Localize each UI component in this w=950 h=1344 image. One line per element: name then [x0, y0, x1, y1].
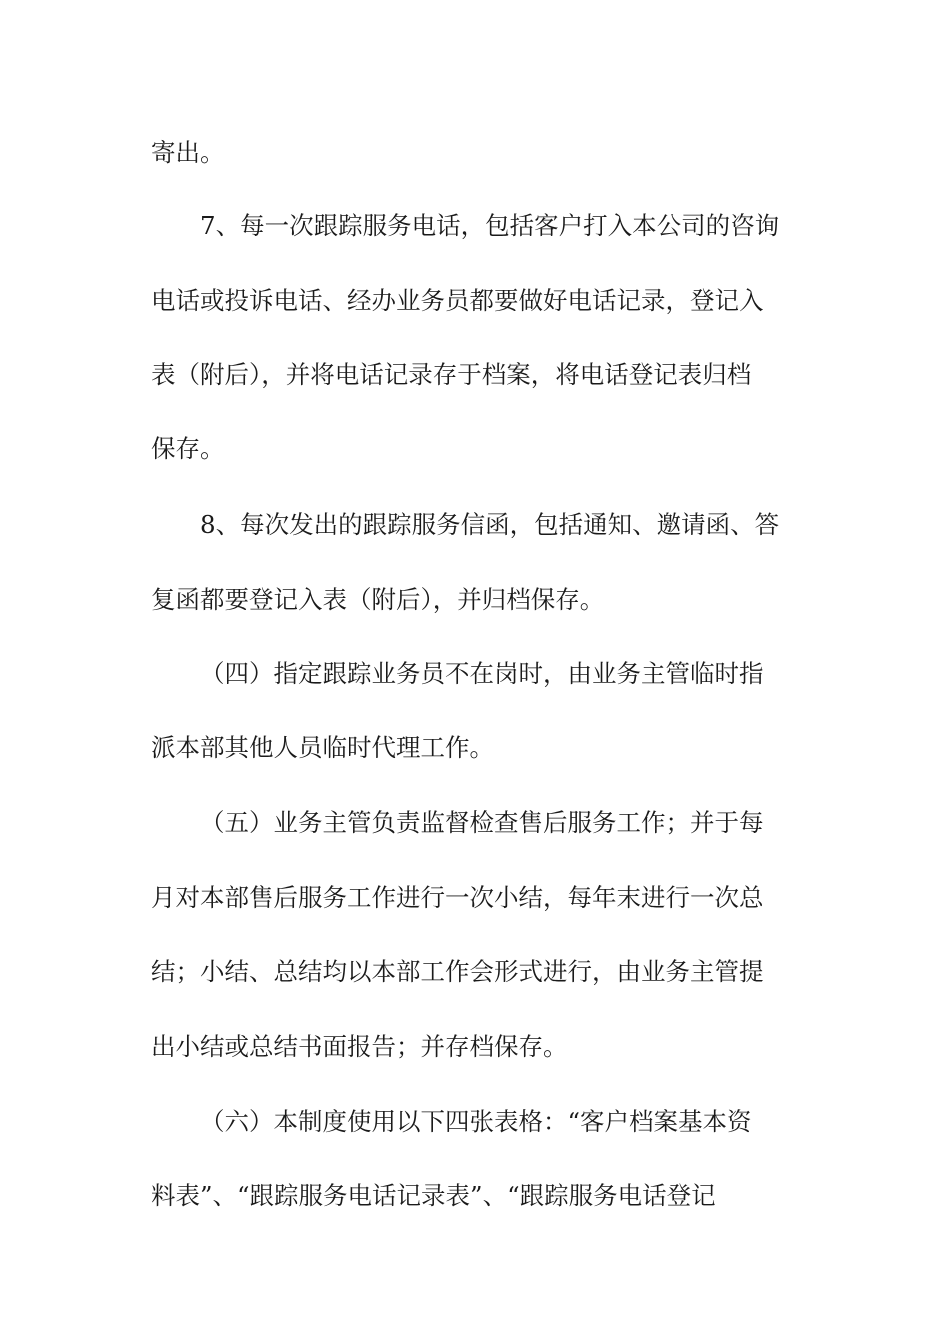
- text-line: 寄出。: [151, 138, 225, 167]
- text-line: 保存。: [151, 434, 225, 463]
- text-line: 派本部其他人员临时代理工作。: [151, 733, 494, 762]
- text-line: 电话或投诉电话、经办业务员都要做好电话记录，登记入: [151, 286, 764, 315]
- text-line: 月对本部售后服务工作进行一次小结，每年末进行一次总: [151, 883, 764, 912]
- text-line: 表（附后），并将电话记录存于档案，将电话登记表归档: [151, 360, 752, 389]
- text-line: 料表”、“跟踪服务电话记录表”、“跟踪服务电话登记: [151, 1181, 716, 1210]
- text-line: 复函都要登记入表（附后），并归档保存。: [151, 585, 605, 614]
- text-line: 出小结或总结书面报告；并存档保存。: [151, 1032, 568, 1061]
- paragraph-start-line: 8、每次发出的跟踪服务信函，包括通知、邀请函、答: [200, 510, 780, 539]
- text-line: 结；小结、总结均以本部工作会形式进行，由业务主管提: [151, 957, 764, 986]
- paragraph-start-line: 7、每一次跟踪服务电话，包括客户打入本公司的咨询: [200, 211, 780, 240]
- paragraph-start-line: （五）业务主管负责监督检查售后服务工作；并于每: [200, 808, 764, 837]
- paragraph-start-line: （六）本制度使用以下四张表格：“客户档案基本资: [200, 1107, 752, 1136]
- paragraph-start-line: （四）指定跟踪业务员不在岗时，由业务主管临时指: [200, 659, 764, 688]
